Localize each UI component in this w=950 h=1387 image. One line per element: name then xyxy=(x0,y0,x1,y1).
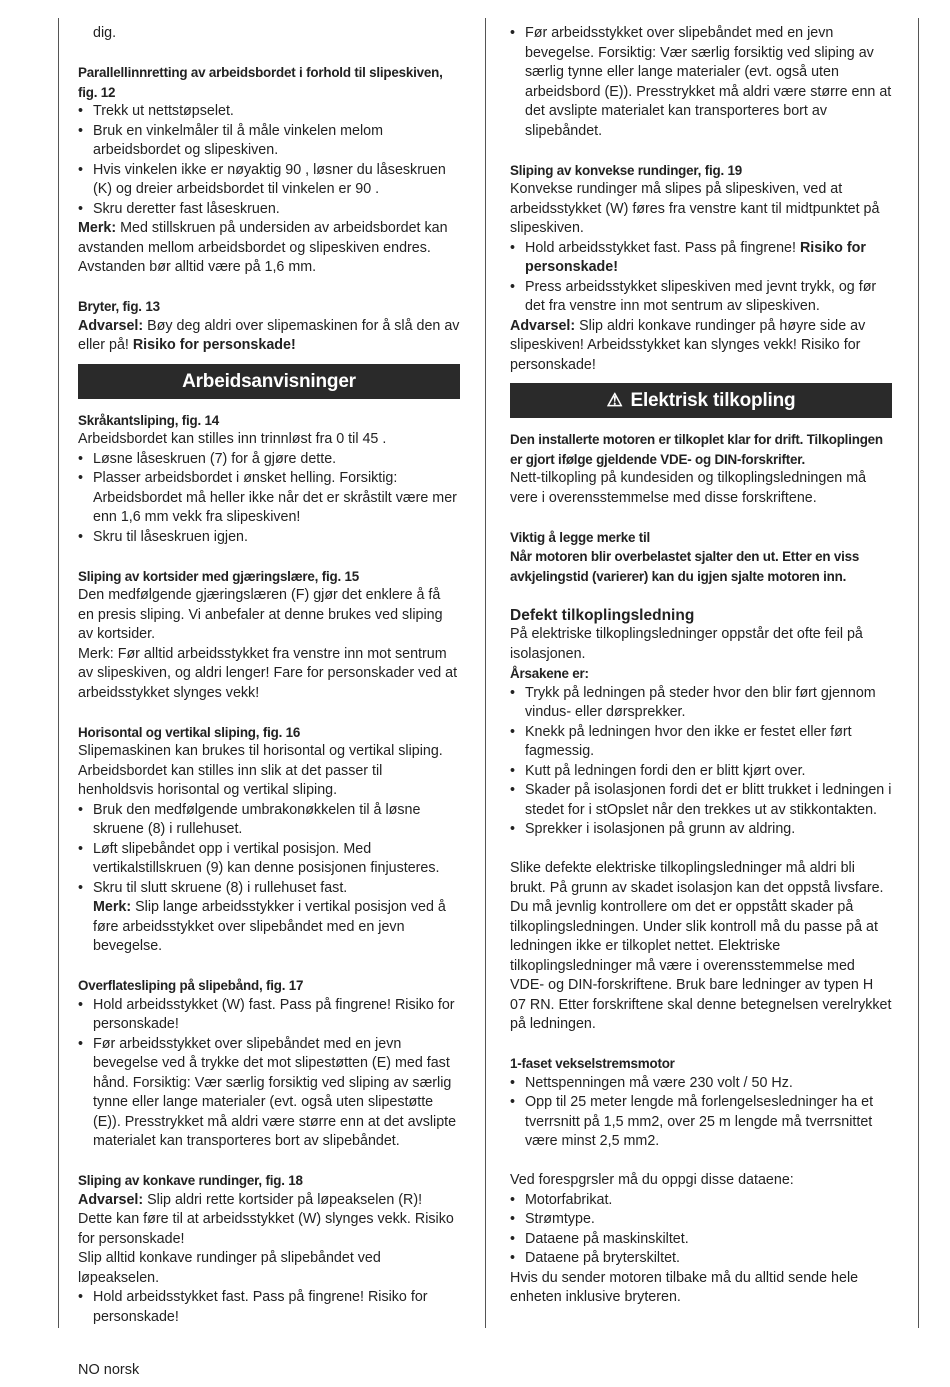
bold-paragraph: Den installerte motoren er tilkoplet klar for drift. Tilkoplingen er gjort ifølge gjeldende VDE- og DIN-forskrifter. xyxy=(510,432,883,467)
paragraph: Merk: Før alltid arbeidsstykket fra venstre inn mot sentrum av slipeskiven, og aldri lenger! Fare for personskader ved at arbeidsstykket slynges vekk! xyxy=(78,645,458,701)
list-item: • Hold arbeidsstykket fast. Pass på fingrene! Risiko for personskade! xyxy=(78,1288,460,1327)
note-paragraph xyxy=(78,219,460,278)
warning-paragraph xyxy=(78,317,460,356)
warning-label: Advarsel: xyxy=(78,1191,144,1208)
continued-text: dig. xyxy=(93,25,117,41)
warning-text: Bøy deg aldri over slipemaskinen for å slå den av eller på! xyxy=(78,317,460,353)
column-divider-right xyxy=(918,18,919,1328)
list-item: • Motorfabrikat. xyxy=(510,1191,892,1211)
section-heading: Viktig å legge merke til xyxy=(510,529,651,545)
column-divider-center xyxy=(485,18,486,1328)
paragraph: Ved forespgrsler må du oppgi disse dataene: xyxy=(510,1172,794,1188)
causes-label: Årsakene er: xyxy=(510,666,589,681)
section-heading: Overflatesliping på slipebånd, fig. 17 xyxy=(78,978,304,993)
section-heading: Horisontal og vertikal sliping, fig. 16 xyxy=(78,724,301,740)
paragraph: Den medfølgende gjæringslæren (F) gjør det enklere å få en presis sliping. Vi anbefaler at denne brukes ved sliping av kortsider. xyxy=(78,587,443,642)
list-item: • Strømtype. xyxy=(510,1210,892,1230)
bullet-list xyxy=(78,996,460,1152)
list-item: • Løsne låseskruen (7) for å gjøre dette. xyxy=(78,450,460,470)
list-item: • Skru til slutt skruene (8) i rullehuset fast. xyxy=(78,879,460,899)
bullet-list xyxy=(78,450,460,548)
list-item: • Bruk en vinkelmåler til å måle vinkelen melom arbeidsbordet og slipeskiven. xyxy=(78,122,460,161)
section-heading: Sliping av konkave rundinger, fig. 18 xyxy=(78,1173,303,1188)
warning-emphasis: Risiko for personskade! xyxy=(132,337,296,353)
paragraph: Hvis du sender motoren tilbake må du alltid sende hele enheten inklusive bryteren. xyxy=(510,1269,859,1305)
list-item: • Dataene på bryterskiltet. xyxy=(510,1249,892,1269)
right-column xyxy=(510,24,892,1308)
list-item: • Sprekker i isolasjonen på grunn av aldring. xyxy=(510,820,892,840)
list-item: • Dataene på maskinskiltet. xyxy=(510,1230,892,1250)
paragraph: Nett-tilkopling på kundesiden og tilkoplingsledningen må vere i overensstemmelse med disse forskriftene. xyxy=(510,470,867,506)
list-item: • Før arbeidsstykket over slipebåndet med en jevn bevegelse ved å trykke det mot slipestøtten (E) med fast hånd. Forsiktig: Vær særlig forsiktig ved sliping av særlig tynne eller lange materialer (evt. også uten slipestøtte (E)). Presstrykket må aldri være større enn at det avslipte materialet kan transporteres bort av slipebåndet. xyxy=(78,1035,460,1152)
list-item xyxy=(510,239,892,278)
section-heading: Skråkantsliping, fig. 14 xyxy=(78,412,220,428)
bullet-list xyxy=(510,1074,892,1152)
warning-text: Slip aldri konkave rundinger på høyre side av slipeskiven! Arbeidsstykket kan slynges vekk! Risiko for personskade! xyxy=(510,317,866,373)
list-item: • Før arbeidsstykket over slipebåndet med en jevn bevegelse. Forsiktig: Vær særlig forsiktig ved sliping av særlig tynne eller lange materialer (evt. også uten arbeidsbord (E)). Presstrykket må aldri være større enn at det avslipte materialet kan transporteres bort av slipebåndet. xyxy=(510,24,892,141)
bullet-list xyxy=(510,1191,892,1269)
section-bar-title: Elektrisk tilkopling xyxy=(630,390,796,411)
section-heading: 1-faset vekselstremsmotor xyxy=(510,1056,675,1071)
list-item: • Skader på isolasjonen fordi det er blitt trukket i ledningen i stedet for i stOpslet når den trekkes ut av stikkontakten. xyxy=(510,781,892,820)
bullet-list xyxy=(510,239,892,317)
list-item-emphasis: Risiko for personskade! xyxy=(525,239,866,275)
list-item: • Trekk ut nettstøpselet. xyxy=(78,102,460,122)
warning-triangle-icon: ⚠ xyxy=(606,390,623,410)
list-item: • Hold arbeidsstykket (W) fast. Pass på fingrene! Risiko for personskade! xyxy=(78,996,460,1035)
note-text: Slip lange arbeidsstykker i vertikal posisjon ved å føre arbeidsstykket over slipebåndet med en jevn bevegelse. xyxy=(93,899,446,954)
bold-paragraph: Når motoren blir overbelastet sjalter den ut. Etter en viss avkjelingstid (varierer) kan du igjen sjalte motoren inn. xyxy=(510,549,860,584)
section-heading: Sliping av konvekse rundinger, fig. 19 xyxy=(510,162,743,178)
list-item: • Løft slipebåndet opp i vertikal posisjon. Med vertikalstillskruen (9) kan denne posisjonen finjusteres. xyxy=(78,840,460,879)
paragraph: Slipemaskinen kan brukes til horisontal og vertikal sliping. Arbeidsbordet kan stilles inn slik at det passer til henholdsvis horisontal og vertikal sliping. xyxy=(78,743,443,798)
warning-label: Advarsel: xyxy=(510,317,576,334)
bullet-list xyxy=(78,801,460,899)
list-item: • Bruk den medfølgende umbrakonøkkelen til å løsne skruene (8) i rullehuset. xyxy=(78,801,460,840)
bullet-list xyxy=(78,102,460,219)
warning-text: Slip aldri rette kortsider på løpeakselen (R)! Dette kan føre til at arbeidsstykket (W) slynges vekk. Risiko for personskade! xyxy=(78,1191,454,1247)
note-label: Merk: xyxy=(78,220,117,236)
section-heading: Bryter, fig. 13 xyxy=(78,299,160,314)
column-divider-left xyxy=(58,18,59,1328)
list-item: • Nettspenningen må være 230 volt / 50 Hz. xyxy=(510,1074,892,1094)
list-item: • Hvis vinkelen ikke er nøyaktig 90 , løsner du låseskruen (K) og dreier arbeidsbordet til vinkelen er 90 . xyxy=(78,161,460,200)
list-item: • Kutt på ledningen fordi den er blitt kjørt over. xyxy=(510,762,892,782)
paragraph: Slip alltid konkave rundinger på slipebåndet ved løpeakselen. xyxy=(78,1250,381,1286)
section-bar xyxy=(510,383,892,418)
note-label: Merk: xyxy=(93,899,132,915)
paragraph: Arbeidsbordet kan stilles inn trinnløst fra 0 til 45 . xyxy=(78,431,387,447)
paragraph: På elektriske tilkoplingsledninger oppstår det ofte feil på isolasjonen. xyxy=(510,626,863,662)
left-column xyxy=(78,24,460,1327)
bullet-list xyxy=(78,1288,460,1327)
list-item: • Opp til 25 meter lengde må forlengelsesledninger ha et tverrsnitt på 1,5 mm2, over 25 m lengde må tverrsnittet være minst 2,5 mm2. xyxy=(510,1093,892,1152)
warning-paragraph xyxy=(78,1191,460,1250)
list-item: • Press arbeidsstykket slipeskiven med jevnt trykk, og før det fra venstre inn mot sentrum av slipeskiven. xyxy=(510,278,892,317)
page-footer: NO norsk xyxy=(78,1362,140,1378)
list-item: • Trykk på ledningen på steder hvor den blir ført gjennom vindus- eller dørsprekker. xyxy=(510,684,892,723)
bullet-list xyxy=(510,684,892,840)
bullet-list xyxy=(510,24,892,141)
note-paragraph xyxy=(78,898,460,957)
paragraph: Konvekse rundinger må slipes på slipeskiven, ved at arbeidsstykket (W) føres fra venstre kant til midtpunktet på slipeskiven. xyxy=(510,181,880,236)
section-heading: Parallellinnretting av arbeidsbordet i forhold til slipeskiven, fig. 12 xyxy=(78,65,443,100)
list-item: • Skru til låseskruen igjen. xyxy=(78,528,460,548)
list-item: • Plasser arbeidsbordet i ønsket helling. Forsiktig: Arbeidsbordet må heller ikke når det er skråstilt være mer enn 1,6 mm vekk fra slipeskiven! xyxy=(78,469,460,528)
note-text: Med stillskruen på undersiden av arbeidsbordet kan avstanden mellom arbeidsbordet og slipeskiven endres. Avstanden bør alltid være på 1,6 mm. xyxy=(78,220,448,275)
list-item-text: Hold arbeidsstykket fast. Pass på fingrene! xyxy=(525,239,800,256)
section-bar: Arbeidsanvisninger xyxy=(78,364,460,399)
section-heading: Sliping av kortsider med gjæringslære, fig. 15 xyxy=(78,568,360,584)
list-item: • Skru deretter fast låseskruen. xyxy=(78,200,460,220)
warning-label: Advarsel: xyxy=(78,317,144,334)
list-item: • Knekk på ledningen hvor den ikke er festet eller ført fagmessig. xyxy=(510,723,892,762)
warning-paragraph xyxy=(510,317,892,376)
subheading: Defekt tilkoplingsledning xyxy=(510,606,695,624)
paragraph: Slike defekte elektriske tilkoplingsledninger må aldri bli brukt. På grunn av skadet isolasjon kan det oppstå livsfare. Du må jevnlig kontrollere om det er oppstått skader på tilkoplingsledningen. Under slik kontroll må du passe på at ledningen ikke er tilkoplet nettet. Elektriske tilkoplingsledninger må være i overensstemmelse med VDE- og DIN-forskriftene. Bruk bare ledninger av typen H 07 RN. Etter forskriftene skal denne betegnelsen verelrykket på ledningen. xyxy=(510,860,892,1032)
